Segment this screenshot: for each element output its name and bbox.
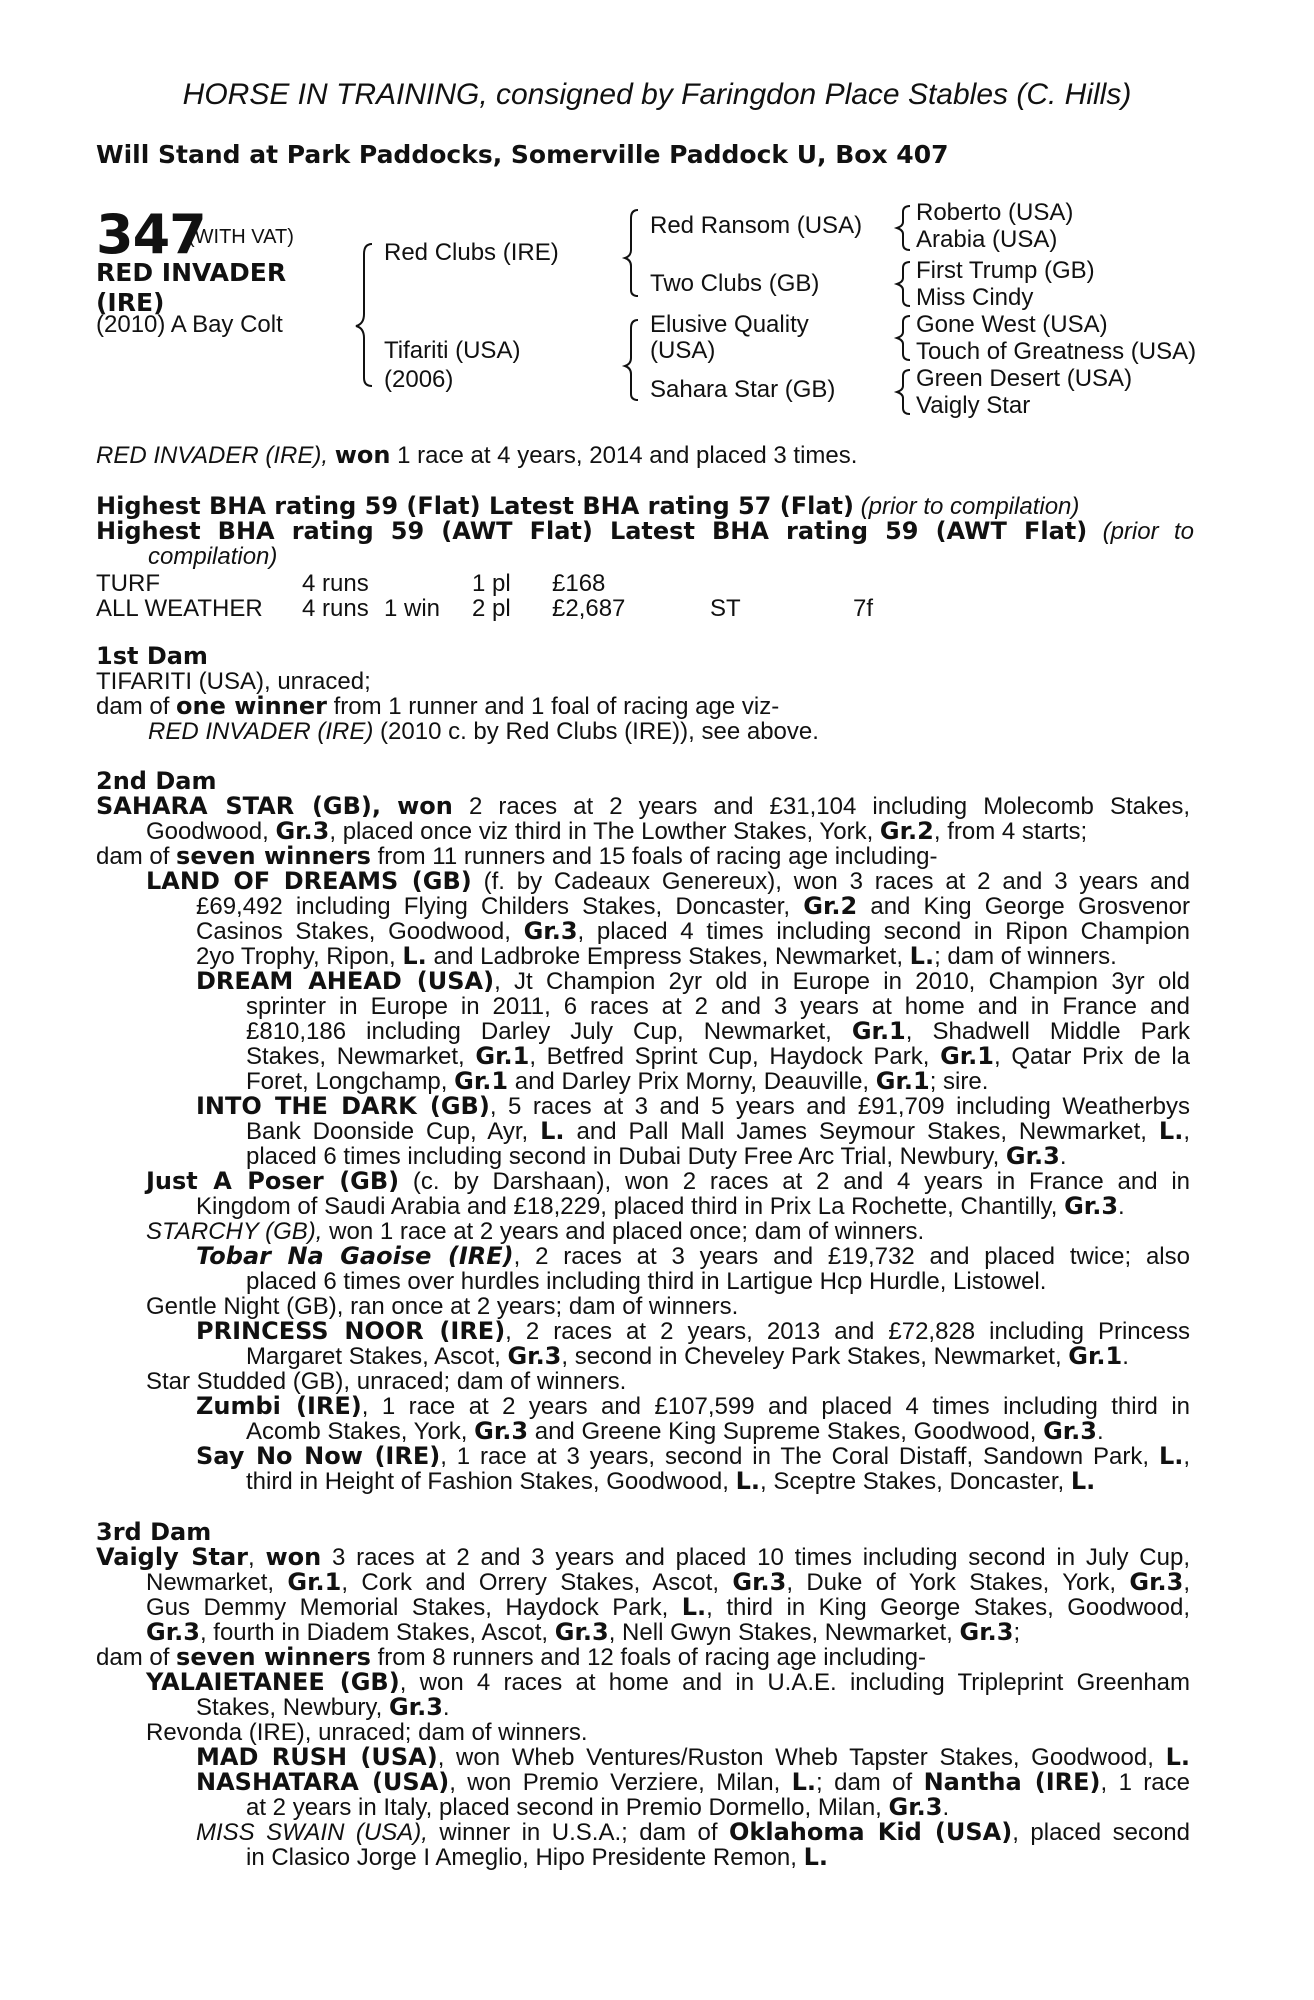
text: , 5 races at 3 and 5 years and £91,709 including Weatherbys [489,1093,1190,1120]
text: , won 4 races at home and in U.A.E. including Tripleprint Greenham [399,1669,1191,1696]
grade: Gr.3 [1129,1568,1184,1596]
pedigree-gen3-4: Miss Cindy [916,284,1034,311]
stand-location: Will Stand at Park Paddocks, Somerville Paddock U, Box 407 [96,140,949,169]
text: dam of [96,693,170,720]
grade: Gr.1 [287,1568,342,1596]
text: and King George Grosvenor [870,893,1190,920]
won: won [265,1543,322,1571]
text: , second in Cheveley Park Stakes, Newmarket, [561,1343,1062,1370]
vaigly-star-line-1: Vaigly Star, won 3 races at 2 and 3 years and placed 10 times including second in July Cup, [96,1543,1190,1571]
text: in Clasico Jorge I Ameglio, Hipo Presidente Remon, [246,1844,797,1871]
text: . [942,1794,950,1821]
dream-ahead-line-2: sprinter in Europe in 2011, 6 races at 2 and 3 years at home and in France and [246,993,1190,1020]
text: won 1 race at 2 years and placed once; dam of winners. [329,1218,925,1245]
grade: Gr.1 [940,1042,994,1070]
record-aw-distance: 7f [853,595,874,622]
grade: Gr.3 [554,1618,609,1646]
text: dam of [96,1644,170,1671]
pedigree-sire-sire: Red Ransom (USA) [650,212,863,239]
third-dam-heading: 3rd Dam [96,1518,212,1546]
record-turf-surface: TURF [96,570,160,597]
bracket-dam [625,320,638,400]
text: , third in King George Stakes, Goodwood, [706,1594,1190,1621]
text: (f. by Cadeaux Genereux), won 3 races at 2 and 3 years and [483,868,1190,895]
first-dam-line-2 [96,694,779,719]
text: ; [1013,1619,1021,1646]
record-turf-placed: 1 pl [472,570,511,597]
second-dam-line-2 [146,819,1087,844]
pedigree-dam-sire-line1: Elusive Quality [650,311,809,338]
grade: Gr.3 [888,1793,943,1821]
pedigree-dam-line2: (2006) [384,366,454,393]
grade: L. [803,1843,829,1871]
text: 2yo Trophy, Ripon, [196,943,396,970]
text: Goodwood, [146,818,269,845]
first-dam-line-1: TIFARITI (USA), unraced; [96,668,371,695]
winner-count: seven winners [176,842,371,870]
summary-horse-name: RED INVADER (IRE), [96,442,329,469]
first-dam-heading: 1st Dam [96,642,208,670]
grade: Gr.3 [507,1342,562,1370]
grade: Gr.3 [275,817,330,845]
text: £69,492 including Flying Childers Stakes, Doncaster, [196,893,791,920]
summary-rest: 1 race at 4 years, 2014 and placed 3 times. [397,442,858,469]
record-aw-runs: 4 runs [302,595,369,622]
grade: L. [402,942,427,970]
land-of-dreams-line-1 [146,869,1190,894]
grade: Gr.3 [1043,1417,1097,1445]
horse-name: Zumbi (IRE) [196,1392,362,1420]
grade: Gr.1 [454,1067,509,1095]
ratings-line-1-italic: (prior to compilation) [860,493,1080,520]
horse-name: Vaigly Star [96,1543,248,1571]
pedigree-gen3-5: Gone West (USA) [916,311,1108,338]
second-dam-dam-of [96,844,938,869]
horse-name: SAHARA STAR (GB), [96,792,382,820]
text: Foret, Longchamp, [246,1068,448,1095]
text: and Pall Mall James Seymour Stakes, Newmarket, [576,1118,1147,1145]
vat-note: (WITH VAT) [188,226,294,248]
grade: L. [909,942,935,970]
pedigree-gen3-6: Touch of Greatness (USA) [916,338,1197,365]
grade: Gr.3 [523,917,578,945]
horse-description: (2010) A Bay Colt [96,311,283,338]
second-dam-line-1 [96,794,1190,819]
text: , Qatar Prix de la [994,1043,1191,1070]
text: dam of [96,843,170,870]
ratings-line-1 [96,494,1079,519]
revonda-line: Revonda (IRE), unraced; dam of winners. [146,1719,588,1746]
text: placed 6 times including second in Dubai Duty Free Arc Trial, Newbury, [246,1143,1000,1170]
text: , 2 races at 3 years and £19,732 and placed twice; also [513,1243,1190,1270]
grade: Gr.3 [1005,1142,1060,1170]
vaigly-star-line-4 [146,1620,1020,1645]
third-dam-dam-of [96,1645,926,1670]
text: Acomb Stakes, York, [246,1418,468,1445]
ratings-line-2-italic: (prior to [1102,518,1194,545]
grade: Gr.3 [1064,1192,1119,1220]
ratings-line-2-bold: Highest BHA rating 59 (AWT Flat) Latest BHA rating 59 (AWT Flat) [96,517,1088,545]
record-aw-prize: £2,687 [552,595,626,622]
text: £810,186 including Darley July Cup, Newmarket, [246,1018,832,1045]
horse-name: Say No Now (IRE) [196,1442,441,1470]
ratings-line-2 [96,519,1194,544]
text: Casinos Stakes, Goodwood, [196,918,511,945]
bracket-g4 [897,370,910,414]
grade: L. [1165,1743,1191,1771]
text: from 1 runner and 1 foal of racing age viz- [333,693,780,720]
just-a-poser-line-1 [146,1169,1190,1194]
pedigree-gen3-8: Vaigly Star [916,392,1031,419]
ratings-line-2-cont: compilation) [148,543,278,570]
text: , Jt Champion 2yr old in Europe in 2010, Champion 3yr old [494,968,1190,995]
nashatara-line-1 [196,1770,1190,1795]
text: , [1183,1443,1191,1470]
horse-name: STARCHY (GB), [146,1218,323,1245]
text: and Ladbroke Empress Stakes, Newmarket, [433,943,903,970]
land-of-dreams-line-2 [196,894,1190,919]
text: and Greene King Supreme Stakes, Goodwood, [534,1418,1037,1445]
race-summary [96,443,857,468]
text: Margaret Stakes, Ascot, [246,1343,501,1370]
say-no-now-line-1 [196,1444,1190,1469]
text: , Cork and Orrery Stakes, Ascot, [341,1569,719,1596]
text: Stakes, Newbury, [196,1694,383,1721]
horse-name-line2: (IRE) [96,288,165,317]
text: and Darley Prix Morny, Deauville, [514,1068,870,1095]
text: . [442,1694,450,1721]
into-the-dark-line-2 [246,1119,1190,1144]
grade: L. [540,1117,565,1145]
text: , Betfred Sprint Cup, Haydock Park, [529,1043,930,1070]
pedigree-gen3-7: Green Desert (USA) [916,365,1133,392]
ratings-line-1-bold: Highest BHA rating 59 (Flat) Latest BHA rating 57 (Flat) [96,492,854,520]
horse-name: LAND OF DREAMS (GB) [146,867,472,895]
star-studded-line: Star Studded (GB), unraced; dam of winners. [146,1368,627,1395]
text: Kingdom of Saudi Arabia and £18,229, placed third in Prix La Rochette, Chantilly, [196,1193,1058,1220]
grade: Gr.3 [732,1568,787,1596]
pedigree-dam-dam: Sahara Star (GB) [650,376,836,403]
grade: Gr.1 [475,1042,530,1070]
princess-noor-line-1 [196,1319,1190,1344]
grade: Gr.1 [875,1067,930,1095]
text: winner in U.S.A.; dam of [439,1819,718,1846]
grade: Gr.3 [474,1417,529,1445]
vaigly-star-line-3 [146,1595,1190,1620]
text: , placed second [1012,1819,1190,1846]
text: ; sire. [929,1068,989,1095]
record-turf-prize: £168 [552,570,606,597]
tobar-line-2: placed 6 times over hurdles including third in Lartigue Hcp Hurdle, Listowel. [246,1268,1047,1295]
into-the-dark-line-1 [196,1094,1190,1119]
dream-ahead-line-4 [246,1044,1190,1069]
pedigree-sire: Red Clubs (IRE) [384,239,559,266]
just-a-poser-line-2 [196,1194,1125,1219]
horse-name: NASHATARA (USA) [196,1768,450,1796]
page-title: HORSE IN TRAINING, consigned by Faringdon Place Stables (C. Hills) [182,78,1132,111]
lot-number: 347 [96,203,206,266]
grade: Gr.1 [851,1017,906,1045]
text: , placed 4 times including second in Ripon Champion [577,918,1191,945]
pedigree-gen3-2: Arabia (USA) [916,226,1058,253]
winner-count: seven winners [176,1643,371,1671]
bracket-sire [625,210,638,296]
pedigree-sire-dam: Two Clubs (GB) [650,270,820,297]
record-aw-going: ST [710,595,741,622]
princess-noor-line-2 [246,1344,1129,1369]
text: ; dam of [816,1769,913,1796]
grade: L. [735,1467,761,1495]
grade: Gr.2 [803,892,858,920]
bracket-g2 [897,262,910,306]
horse-name: Tobar Na Gaoise (IRE) [196,1242,514,1270]
grade: Gr.3 [959,1618,1014,1646]
land-of-dreams-line-3 [196,919,1190,944]
horse-name: Nantha (IRE) [923,1768,1101,1796]
yalaietanee-line-1 [146,1670,1190,1695]
horse-name-line1: RED INVADER [96,258,287,287]
text: from 11 runners and 15 foals of racing age including- [377,843,938,870]
text: ; dam of winners. [934,943,1117,970]
horse-name: PRINCESS NOOR (IRE) [196,1317,506,1345]
pedigree-dam-sire-line2: (USA) [650,337,716,364]
record-aw-placed: 2 pl [472,595,511,622]
text: , 1 race at 2 years and £107,599 and placed 4 times including third in [361,1393,1190,1420]
text: , 2 races at 2 years, 2013 and £72,828 including Princess [505,1318,1190,1345]
won: won [397,792,453,820]
bracket-g1 [897,206,910,250]
grade: Gr.2 [879,817,934,845]
into-the-dark-line-3 [246,1144,1067,1169]
horse-name: Oklahoma Kid (USA) [729,1818,1013,1846]
horse-name: RED INVADER (IRE) [148,718,374,745]
text: , Shadwell Middle Park [905,1018,1190,1045]
bracket-g3 [897,316,910,360]
horse-name: DREAM AHEAD (USA) [196,967,495,995]
grade: Gr.1 [1068,1342,1123,1370]
horse-name: Just A Poser (GB) [146,1167,400,1195]
text: , won Wheb Ventures/Ruston Wheb Tapster Stakes, Goodwood, [437,1744,1154,1771]
text: . [1122,1343,1129,1370]
text: from 8 runners and 12 foals of racing age including- [377,1644,926,1671]
text: Stakes, Newmarket, [246,1043,465,1070]
say-no-now-line-2 [246,1469,1095,1494]
horse-name: INTO THE DARK (GB) [196,1092,490,1120]
record-aw-surface: ALL WEATHER [96,595,263,622]
pedigree-gen3-1: Roberto (USA) [916,199,1074,226]
text: , from 4 starts; [933,818,1088,845]
text: , won Premio Verziere, Milan, [449,1769,781,1796]
text: (c. by Darshaan), won 2 races at 2 and 4 years in France and in [412,1168,1190,1195]
pedigree-dam-line1: Tifariti (USA) [384,337,521,364]
winner-count: one winner [176,692,327,720]
miss-swain-line-1 [196,1820,1190,1845]
text: , [1183,1569,1190,1596]
yalaietanee-line-2 [196,1695,450,1720]
zumbi-line-1 [196,1394,1190,1419]
text: , placed once viz third in The Lowther Stakes, York, [329,818,874,845]
grade: L. [681,1593,707,1621]
text: Newmarket, [146,1569,275,1596]
starchy-line [146,1219,924,1244]
text: third in Height of Fashion Stakes, Goodwood, [246,1468,729,1495]
horse-name: YALAIETANEE (GB) [146,1668,400,1696]
gentle-night-line: Gentle Night (GB), ran once at 2 years; dam of winners. [146,1293,739,1320]
mad-rush-line [196,1745,1190,1770]
text: , 1 race at 3 years, second in The Coral Distaff, Sandown Park, [440,1443,1150,1470]
horse-name: MAD RUSH (USA) [196,1743,438,1771]
text: , Duke of York Stakes, York, [786,1569,1117,1596]
grade: Gr.3 [388,1693,443,1721]
grade: L. [1158,1442,1184,1470]
record-aw-wins: 1 win [384,595,441,622]
vaigly-star-line-2 [146,1570,1190,1595]
text: , [1183,1118,1190,1145]
tobar-line-1 [196,1244,1190,1269]
dream-ahead-line-5 [246,1069,988,1094]
land-of-dreams-line-4 [196,944,1117,969]
text: (2010 c. by Red Clubs (IRE)), see above. [380,718,819,745]
text: , Nell Gwyn Stakes, Newmarket, [608,1619,953,1646]
first-dam-line-3 [148,719,819,744]
text: , 1 race [1100,1769,1190,1796]
text: Bank Doonside Cup, Ayr, [246,1118,529,1145]
text: . [1097,1418,1104,1445]
record-turf-runs: 4 runs [302,570,369,597]
bracket-gen1 [356,244,372,386]
text: Gus Demmy Memorial Stakes, Haydock Park, [146,1594,669,1621]
grade: L. [791,1768,817,1796]
pedigree-gen3-3: First Trump (GB) [916,257,1095,284]
text: , Sceptre Stakes, Doncaster, [760,1468,1065,1495]
summary-won: won [334,441,391,469]
grade: L. [1158,1117,1184,1145]
zumbi-line-2 [246,1419,1104,1444]
text: at 2 years in Italy, placed second in Premio Dormello, Milan, [246,1794,882,1821]
text: . [1118,1193,1125,1220]
grade: Gr.3 [146,1618,200,1646]
dream-ahead-line-1 [196,969,1190,994]
text: 3 races at 2 and 3 years and placed 10 times including second in July Cup, [331,1544,1190,1571]
text: 2 races at 2 years and £31,104 including Molecomb Stakes, [468,793,1191,820]
second-dam-heading: 2nd Dam [96,767,217,795]
miss-swain-line-2 [246,1845,828,1870]
text: . [1059,1143,1067,1170]
grade: L. [1070,1467,1096,1495]
dream-ahead-line-3 [246,1019,1190,1044]
nashatara-line-2 [246,1795,949,1820]
horse-name: MISS SWAIN (USA), [196,1819,428,1846]
text: , fourth in Diadem Stakes, Ascot, [199,1619,549,1646]
